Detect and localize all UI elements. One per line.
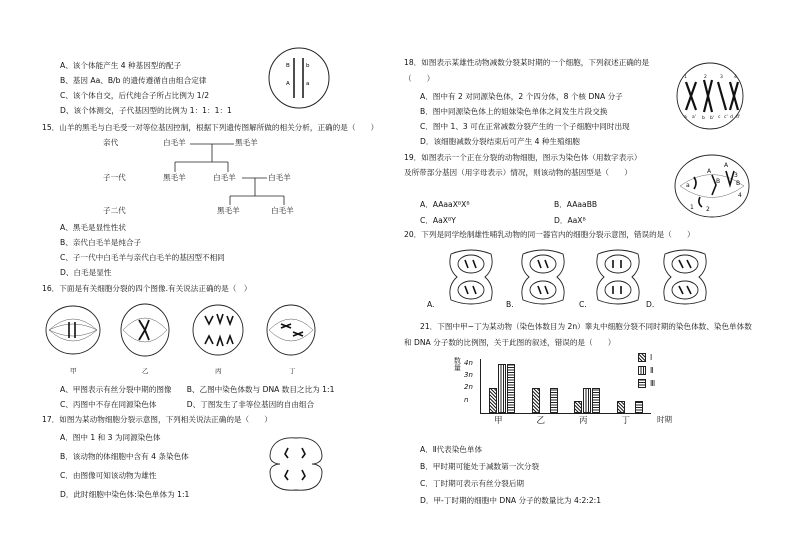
q19-stem: 19．如图表示一个正在分裂的动物细胞，图示为染色体（用数字表示） bbox=[404, 153, 642, 162]
q16-options-cd: C、丙图中不存在同源染色体 D、丁图发生了非等位基因的自由组合 bbox=[60, 400, 315, 409]
q18-stem: 18．如图表示某雄性动物减数分裂某时期的一个细胞，下列叙述正确的是 bbox=[404, 58, 650, 67]
pedigree-f1-black: 黑毛羊 bbox=[163, 173, 186, 182]
q17-cell-figure bbox=[266, 434, 326, 494]
q15-option-a: A、黑毛是显性性状 bbox=[60, 223, 126, 232]
q15-option-b: B、亲代白毛羊是纯合子 bbox=[60, 238, 142, 247]
bar-丁-Ⅲ bbox=[635, 401, 643, 413]
pedigree-lines bbox=[160, 140, 360, 220]
y-tick-label: 4n bbox=[464, 358, 473, 367]
pedigree-p-black: 黑毛羊 bbox=[235, 138, 258, 147]
q16-label-jia: 甲 bbox=[70, 367, 77, 375]
q16-stem: 16．下面是有关细胞分裂的四个图像.有关说法正确的是（ ） bbox=[42, 284, 252, 293]
q18-option-c: C．图中 1、3 可在正常减数分裂产生的一个子细胞中同时出现 bbox=[420, 122, 630, 131]
q17-option-a: A．图中 1 和 3 为同源染色体 bbox=[60, 433, 161, 442]
category-label: 甲 bbox=[494, 416, 503, 426]
q20-option-c: C. bbox=[579, 300, 587, 309]
q14-label-A: A bbox=[286, 81, 290, 87]
q19-label-A2: A bbox=[724, 162, 729, 169]
q16-label-bing: 丙 bbox=[215, 367, 222, 375]
y-tick-label: n bbox=[464, 395, 469, 404]
bar-甲-Ⅱ bbox=[498, 364, 506, 413]
q18-label-d-prime: d' bbox=[736, 115, 741, 120]
q15-option-c: C、子一代中白毛羊与亲代白毛羊的基因型不相同 bbox=[60, 253, 225, 262]
q19-label-2: 2 bbox=[706, 206, 710, 213]
q19-label-B1: B bbox=[716, 178, 721, 185]
q15-option-d: D、白毛是显性 bbox=[60, 268, 112, 277]
bar-甲-Ⅲ bbox=[507, 364, 515, 413]
q14-label-b: b bbox=[306, 63, 310, 69]
q16-label-yi: 乙 bbox=[142, 367, 149, 375]
q21-option-a: A．Ⅱ代表染色单体 bbox=[420, 445, 483, 454]
chart-ylabel: 数量 bbox=[453, 357, 462, 371]
category-label: 丁 bbox=[621, 416, 631, 426]
q18-option-d: D．该细胞减数分裂结束后可产生 4 种生殖细胞 bbox=[420, 137, 580, 146]
q16-options-ab: A、甲图表示有丝分裂中期的图像 B、乙图中染色体数与 DNA 数目之比为 1:1 bbox=[60, 385, 335, 394]
q14-option-c: C、该个体自交，后代纯合子所占比例为 1/2 bbox=[60, 91, 210, 100]
q20-stem: 20．下列是同学绘制雄性哺乳动物的同一器官内的细胞分裂示意图，错误的是（ ） bbox=[404, 230, 695, 239]
q17-option-b: B．该动物的体细胞中含有 4 条染色体 bbox=[60, 452, 189, 461]
legend-swatch bbox=[638, 353, 646, 362]
q18-label-1: 1 bbox=[684, 75, 687, 80]
q20-option-d: D. bbox=[646, 300, 655, 309]
q14-option-d: D、该个体测交，子代基因型的比例为 1：1：1：1 bbox=[60, 106, 232, 115]
pedigree-f1-white2: 白毛羊 bbox=[268, 173, 291, 182]
y-tick-label: 2n bbox=[464, 383, 473, 392]
q17-option-c: C．由图像可知该动物为雄性 bbox=[60, 471, 157, 480]
q21-option-d: D．甲-丁时期的细胞中 DNA 分子的数量比为 4:2:2:1 bbox=[420, 496, 602, 505]
q19-stem2: 及所带部分基因（用字母表示）情况，则该动物的基因型是（ ） bbox=[404, 168, 632, 177]
q17-option-d: D．此时细胞中染色体:染色单体为 1:1 bbox=[60, 490, 190, 499]
q14-label-B: B bbox=[286, 63, 290, 69]
q18-label-3: 3 bbox=[720, 75, 723, 80]
category-label: 丙 bbox=[579, 416, 588, 426]
q18-label-b-prime: b' bbox=[710, 116, 715, 121]
q19-label-B2: B bbox=[736, 180, 741, 187]
q19-option-a: A．AAaaXᴮXᴮ bbox=[420, 200, 470, 209]
q14-option-b: B、基因 Aa、B/b 的遗传遵循自由组合定律 bbox=[60, 76, 207, 85]
q21-chart bbox=[452, 353, 692, 435]
q18-label-b: b bbox=[702, 116, 705, 121]
q20-cells-figure bbox=[443, 248, 743, 306]
q19-cell-figure bbox=[672, 153, 752, 219]
q17-stem: 17．如图为某动物细胞分裂示意图，下列相关说法正确的是（ ） bbox=[42, 415, 272, 424]
bar-乙-Ⅰ bbox=[532, 388, 540, 413]
q20-option-a: A. bbox=[427, 300, 435, 309]
q18-label-a: a bbox=[684, 115, 687, 120]
bar-丁-Ⅰ bbox=[617, 401, 625, 413]
q19-label-A1: A bbox=[707, 168, 712, 175]
q18-option-b: B．图中同源染色体上的姐妹染色单体之间发生片段交换 bbox=[420, 107, 608, 116]
q18-paren: （ ） bbox=[404, 74, 435, 83]
chart-plot-area bbox=[480, 359, 651, 414]
q14-cell-figure bbox=[267, 46, 331, 110]
chart-xlabel: 时期 bbox=[657, 415, 672, 424]
legend-label: Ⅲ bbox=[650, 379, 656, 388]
pedigree-p-label: 亲代 bbox=[103, 138, 119, 147]
bar-丙-Ⅰ bbox=[574, 401, 582, 413]
pedigree-p-white: 白毛羊 bbox=[163, 138, 186, 147]
bar-甲-Ⅰ bbox=[489, 388, 497, 413]
pedigree-f2-label: 子二代 bbox=[103, 206, 126, 215]
pedigree-f1-white1: 白毛羊 bbox=[213, 173, 236, 182]
q21-stem: 21．下图中甲~丁为某动物（染色体数目为 2n）睾丸中细胞分裂不同时期的染色体数、染色单体数 bbox=[420, 322, 752, 331]
q19-label-1: 1 bbox=[690, 204, 694, 211]
q18-label-2: 2 bbox=[704, 75, 707, 80]
q21-option-c: C．丁时期可表示有丝分裂后期 bbox=[420, 479, 525, 488]
q18-label-4: 4 bbox=[734, 75, 737, 80]
q19-option-b: B．AAaaBB bbox=[554, 200, 598, 209]
legend-swatch bbox=[638, 366, 646, 375]
q19-label-a: a bbox=[686, 182, 690, 189]
legend-label: Ⅰ bbox=[650, 353, 653, 362]
q21-option-b: B．甲时期可能处于减数第一次分裂 bbox=[420, 462, 540, 471]
bar-丙-Ⅱ bbox=[583, 388, 591, 413]
q14-label-a: a bbox=[306, 81, 310, 87]
q18-label-a-prime: a' bbox=[692, 115, 696, 120]
pedigree-f2-black: 黑毛羊 bbox=[217, 206, 240, 215]
bar-乙-Ⅲ bbox=[550, 388, 558, 413]
pedigree-f2-white: 白毛羊 bbox=[271, 206, 294, 215]
q18-cell-figure bbox=[670, 62, 750, 132]
q14-option-a: A、该个体能产生 4 种基因型的配子 bbox=[60, 61, 182, 70]
bar-丙-Ⅲ bbox=[592, 388, 600, 413]
q19-option-c: C．AaXᴮY bbox=[420, 216, 456, 225]
q16-label-ding: 丁 bbox=[289, 367, 296, 375]
q21-stem2: 和 DNA 分子数的比例图，关于此图的叙述，错误的是（ ） bbox=[404, 338, 616, 347]
q18-label-c-prime: c' bbox=[724, 115, 728, 120]
category-label: 乙 bbox=[536, 416, 546, 426]
pedigree-f1-label: 子一代 bbox=[103, 173, 126, 182]
legend-swatch bbox=[638, 379, 646, 388]
legend-label: Ⅱ bbox=[650, 366, 654, 375]
q19-option-d: D．AaXᴮ bbox=[554, 216, 586, 225]
q15-stem: 15．山羊的黑毛与白毛受一对等位基因控制，根据下列遗传图解所做的相关分析，正确的是（ ） bbox=[42, 123, 379, 132]
q19-label-4: 4 bbox=[738, 192, 742, 199]
q18-label-d: d bbox=[730, 115, 733, 120]
y-tick-label: 3n bbox=[464, 371, 473, 380]
q16-cells-figure bbox=[45, 302, 345, 370]
q20-option-b: B. bbox=[506, 300, 514, 309]
q18-label-c: c bbox=[718, 115, 721, 120]
q19-label-3: 3 bbox=[734, 172, 738, 179]
q18-option-a: A．图中有 2 对同源染色体，2 个四分体，8 个核 DNA 分子 bbox=[420, 92, 623, 101]
